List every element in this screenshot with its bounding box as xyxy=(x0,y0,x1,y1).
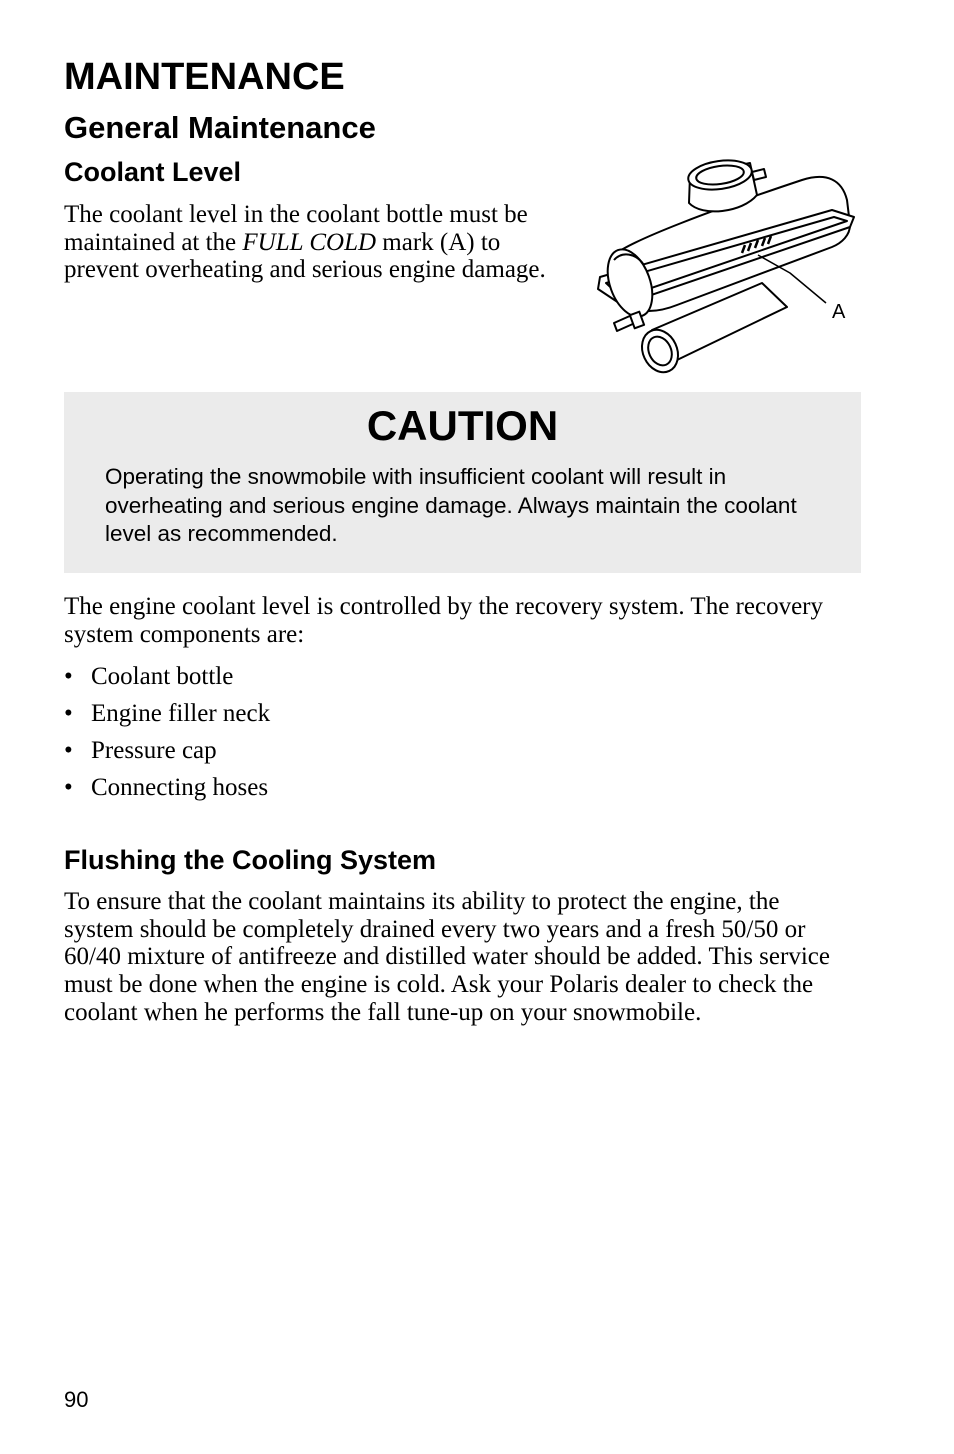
list-item xyxy=(64,661,270,698)
callout-label-a: A xyxy=(832,301,846,323)
flushing-paragraph: To ensure that the coolant maintains its ability to protect the engine, the system should be completely drained every two years and a fresh 50/50 or 60/40 mixture of antifreeze and distilled water should be added. This service must be done when the engine is cold. Ask your Polaris dealer to check the coolant when he performs the fall tune-up on your snowmobile. xyxy=(64,888,830,1026)
list-item-label: Engine filler neck xyxy=(91,700,271,727)
page-number: 90 xyxy=(64,1387,89,1412)
list-item-label: Coolant bottle xyxy=(91,663,234,690)
list-item xyxy=(64,698,270,735)
bullet-icon: • xyxy=(64,737,73,764)
coolant-text-end: mark (A) to prevent overheating and serious engine damage. xyxy=(64,228,546,283)
coolant-level-paragraph xyxy=(64,201,574,284)
full-cold-mark-text: FULL COLD xyxy=(242,228,377,256)
section-title: MAINTENANCE xyxy=(64,56,345,98)
list-item-label: Pressure cap xyxy=(91,737,217,764)
caution-text: Operating the snowmobile with insufficient coolant will result in overheating and serious engine damage. Always maintain the coolant level as recommended. xyxy=(105,464,797,546)
caution-box xyxy=(64,392,861,573)
coolant-bottle-illustration xyxy=(592,155,862,380)
bullet-icon: • xyxy=(64,700,73,727)
coolant-text-start: The coolant level in the coolant bottle must be maintained at the xyxy=(64,201,528,256)
list-item xyxy=(64,772,270,809)
recovery-components-list xyxy=(64,661,270,809)
bullet-icon: • xyxy=(64,663,73,690)
coolant-level-heading: Coolant Level xyxy=(64,157,242,187)
bullet-icon: • xyxy=(64,774,73,801)
flushing-heading: Flushing the Cooling System xyxy=(64,845,437,875)
caution-title: CAUTION xyxy=(366,402,559,449)
subsection-title: General Maintenance xyxy=(64,110,376,145)
list-item-label: Connecting hoses xyxy=(91,774,269,801)
recovery-system-paragraph: The engine coolant level is controlled by the recovery system. The recovery system components are: xyxy=(64,593,823,648)
coolant-bottle-drawing xyxy=(592,155,862,380)
list-item xyxy=(64,735,270,772)
